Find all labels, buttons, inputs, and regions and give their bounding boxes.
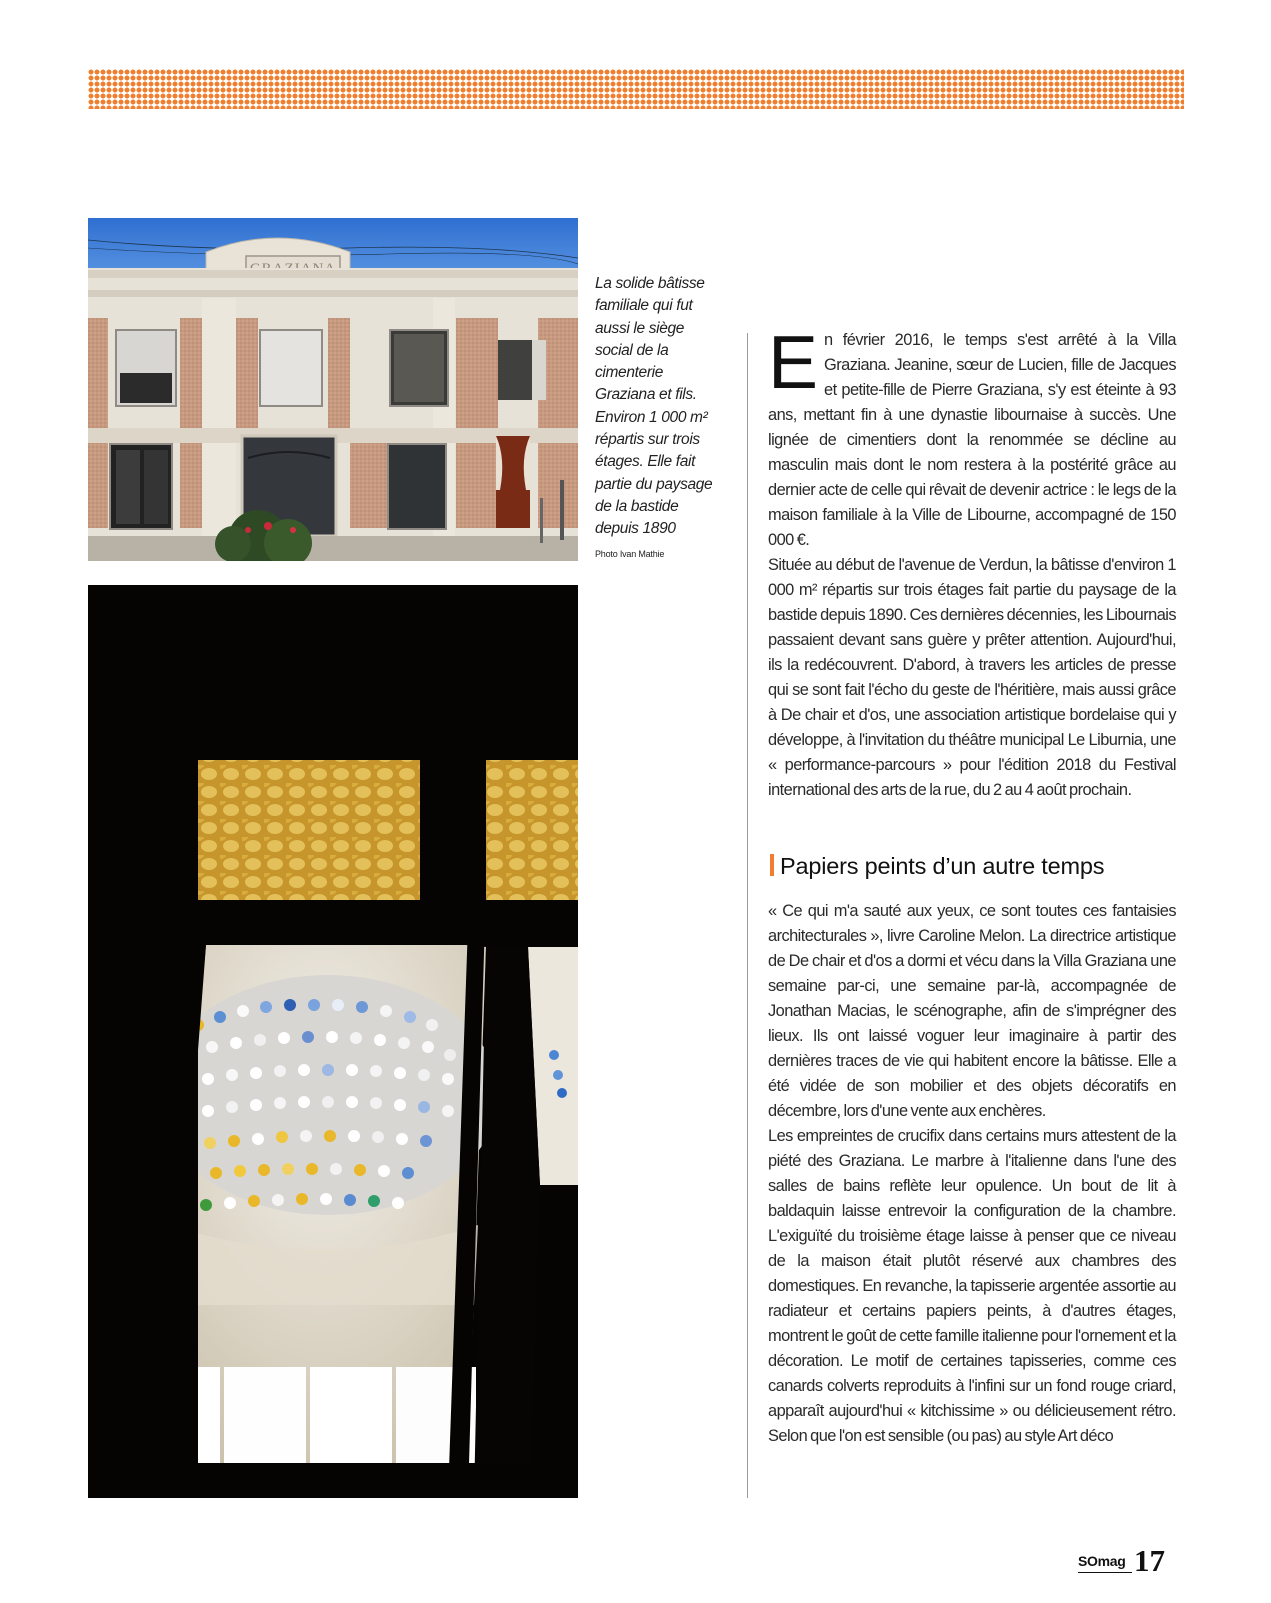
stained-glass-interior-photo bbox=[88, 585, 578, 1498]
photo-caption: La solide bâtisse familiale qui fut aussi le siège social de la cimenterie Graziana et fils. Environ 1 000 m² répartis sur trois étages. Elle fait partie du paysage de la bastide depuis 1890 bbox=[595, 275, 713, 538]
subheading-accent-bar bbox=[770, 854, 774, 876]
brand-underline bbox=[1078, 1572, 1132, 1573]
paragraph-1-text: n février 2016, le temps s'est arrêté à la Villa Graziana. Jeanine, sœur de Lucien, fille de Jacques et petite-fille de Pierre Graziana, s'y est éteinte à 93 ans, mettant fin à une dynastie libournaise à succès. Une lignée de cimentiers dont la renommée se décline au masculin mais dont le nom restera à la postérité grâce au dernier acte de celle qui rêvait de devenir actrice : le legs de la maison familiale à la Ville de Libourne, accompagné de 150 000 €. bbox=[768, 331, 1176, 549]
drop-cap: E bbox=[768, 320, 819, 404]
photo-credit: Photo Ivan Mathie bbox=[595, 549, 665, 559]
article-column-body bbox=[768, 899, 1176, 1449]
section-subheading bbox=[770, 851, 1190, 881]
subheading-text: Papiers peints d’un autre temps bbox=[780, 853, 1105, 879]
magazine-brand: SOmag bbox=[1078, 1553, 1126, 1569]
column-rule bbox=[747, 333, 748, 1498]
article-paragraph-3: « Ce qui m'a sauté aux yeux, ce sont toutes ces fantaisies architecturales », livre Caroline Melon. La directrice artistique de De chair et d'os a dormi et vécu dans la Villa Graziana une semaine par-ci, une semaine par-là, accompagnée de Jonathan Macias, le scénographe, afin de s'imprégner des lieux. Ils ont laissé voguer leur imaginaire à partir des dernières traces de vie qui habitent encore la bâtisse. Elle a été vidée de son mobilier et des objets décoratifs en décembre, lors d'une vente aux enchères. bbox=[768, 902, 1176, 1120]
article-paragraph-2: Située au début de l'avenue de Verdun, la bâtisse d'environ 1 000 m² répartis sur trois étages fait partie du paysage de la bastide depuis 1890. Ces dernières décennies, les Libournais passaient devant sans guère y prêter attention. Aujourd'hui, ils la redécouvrent. D'abord, à travers les articles de presse qui se sont fait l'écho du geste de l'héritière, mais aussi grâce à De chair et d'os, une association artistique bordelaise qui y développe, à l'invitation du théâtre municipal Le Liburnia, une « performance-parcours » pour l'édition 2018 du Festival international des arts de la rue, du 2 au 4 août prochain. bbox=[768, 556, 1176, 799]
page-number: 17 bbox=[1134, 1543, 1165, 1578]
article-paragraph-4: Les empreintes de crucifix dans certains murs attestent de la piété des Graziana. Le marbre à l'italienne dans l'une des salles de bains reflète leur opulence. Un bout de lit à baldaquin laisse entrevoir la configuration de la chambre. L'exiguïté du troisième étage laisse à penser que ce niveau de la maison était plutôt réservé aux chambres des domestiques. En revanche, la tapisserie argentée assortie au radiateur et certains papiers peints, à d'autres étages, montrent le goût de cette famille italienne pour l'ornement et la décoration. Le motif de certaines tapisseries, comme ces canards colverts reproduits à l'infini sur un fond rouge criard, apparaît aujourd'hui « kitchissime » ou délicieusement rétro. Selon que l'on est sensible (ou pas) au style Art déco bbox=[768, 1127, 1176, 1445]
article-paragraph bbox=[768, 320, 1176, 553]
villa-facade-photo bbox=[88, 218, 578, 561]
article-column-intro bbox=[768, 320, 1176, 803]
decorative-dot-band bbox=[88, 69, 1184, 109]
